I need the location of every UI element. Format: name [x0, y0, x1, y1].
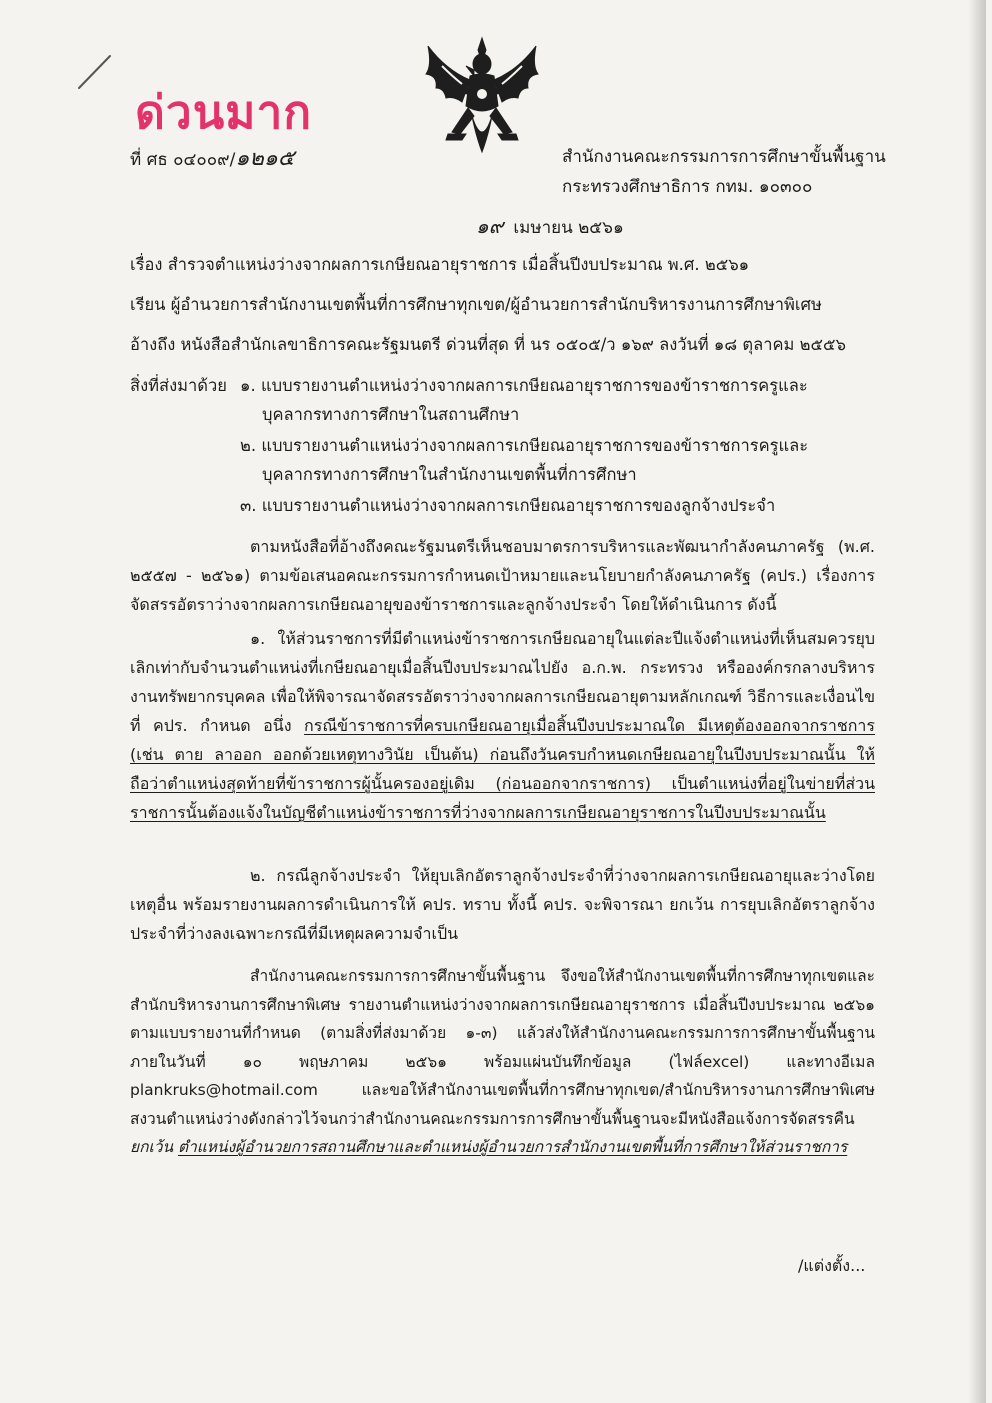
enclosure-item-2: ๒. แบบรายงานตำแหน่งว่างจากผลการเกษียณอายุราชการของข้าราชการครูและ [240, 436, 809, 455]
body-paragraph-3 [130, 861, 875, 948]
urgency-stamp: ด่วนมาก [135, 85, 313, 139]
page-edge-shadow [968, 0, 986, 1403]
pen-stroke-mark [76, 52, 116, 92]
body-paragraph-1 [130, 532, 875, 619]
office-address: กระทรวงศึกษาธิการ กทม. ๑๐๓๐๐ [562, 177, 813, 197]
paragraph-4-italic-underlined-text: ตำแหน่งผู้อำนวยการสถานศึกษาและตำแหน่งผู้อำนวยการสำนักงานเขตพื้นที่การศึกษาให้ส่วนราชการ [178, 1138, 848, 1156]
body-paragraph-2 [130, 624, 875, 827]
body-paragraph-4 [130, 962, 875, 1162]
enclosure-item-2-cont: บุคลากรทางการศึกษาในสำนักงานเขตพื้นที่การศึกษา [262, 465, 637, 484]
issuing-office [562, 142, 886, 202]
enclosure-item-1-cont: บุคลากรทางการศึกษาในสถานศึกษา [262, 405, 520, 424]
paragraph-4-italic-text: ยกเว้น [130, 1138, 174, 1156]
enclosure-item-3: ๓. แบบรายงานตำแหน่งว่างจากผลการเกษียณอายุราชการของลูกจ้างประจำ [240, 496, 776, 515]
office-name: สำนักงานคณะกรรมการการศึกษาขั้นพื้นฐาน [562, 147, 886, 167]
continuation-marker: /แต่งตั้ง... [798, 1256, 866, 1275]
garuda-emblem-icon [422, 36, 542, 154]
document-date [476, 210, 624, 242]
ref-number-handwritten: ๑๒๑๕ [235, 146, 295, 171]
date-month-year: เมษายน ๒๕๖๑ [513, 218, 624, 238]
paragraph-3-text: ๒. กรณีลูกจ้างประจำ ให้ยุบเลิกอัตราลูกจ้างประจำที่ว่างจากผลการเกษียณอายุและว่างโดยเหตุอื่น พร้อมรายงานผลการดำเนินการให้ คปร. ทราบ ทั้งนี้ คปร. จะพิจารณา ยกเว้น การยุบเลิกอัตราลูกจ้างประจำที่ว่างลงเฉพาะกรณีที่มีเหตุผลความจำเป็น [130, 866, 875, 943]
date-day-handwritten: ๑๙ [476, 214, 504, 238]
enclosure-item-1: ๑. แบบรายงานตำแหน่งว่างจากผลการเกษียณอายุราชการของข้าราชการครูและ [240, 376, 808, 395]
enclosures-label: สิ่งที่ส่งมาด้วย [130, 376, 227, 395]
subject-line: เรื่อง สำรวจตำแหน่งว่างจากผลการเกษียณอายุราชการ เมื่อสิ้นปีงบประมาณ พ.ศ. ๒๕๖๑ [130, 255, 750, 274]
document-reference-number [130, 140, 294, 175]
recipient-line: เรียน ผู้อำนวยการสำนักงานเขตพื้นที่การศึกษาทุกเขต/ผู้อำนวยการสำนักบริหารงานการศึกษาพิเศษ [130, 295, 822, 314]
paragraph-4-text: สำนักงานคณะกรรมการการศึกษาขั้นพื้นฐาน จึงขอให้สำนักงานเขตพื้นที่การศึกษาทุกเขตและสำนักบริหารงานการศึกษาพิเศษ รายงานตำแหน่งว่างจากผลการเกษียณอายุราชการ เมื่อสิ้นปีงบประมาณ ๒๕๖๑ ตามแบบรายงานที่กำหนด (ตามสิ่งที่ส่งมาด้วย ๑-๓) แล้วส่งให้สำนักงานคณะกรรมการการศึกษาขั้นพื้นฐานภายในวันที่ ๑๐ พฤษภาคม ๒๕๖๑ พร้อมแผ่นบันทึกข้อมูล (ไฟล์excel) และทางอีเมล plankruks@hotmail.com และขอให้สำนักงานเขตพื้นที่การศึกษาทุกเขต/สำนักบริหารงานการศึกษาพิเศษ สงวนตำแหน่งว่างดังกล่าวไว้จนกว่าสำนักงานคณะกรรมการการศึกษาขั้นพื้นฐานจะมีหนังสือแจ้งการจัดสรรคืน [130, 967, 875, 1128]
ref-prefix: ที่ ศธ ๐๔๐๐๙/ [130, 150, 236, 170]
reference-line: อ้างถึง หนังสือสำนักเลขาธิการคณะรัฐมนตรี ด่วนที่สุด ที่ นร ๐๕๐๕/ว ๑๖๙ ลงวันที่ ๑๘ ตุลาคม ๒๕๕๖ [130, 335, 846, 354]
paragraph-2-text: ๑. ให้ส่วนราชการที่มีตำแหน่งข้าราชการเกษียณอายุในแต่ละปีแจ้งตำแหน่งที่เห็นสมควรยุบเลิกเท่ากับจำนวนตำแหน่งที่เกษียณอายุเมื่อสิ้นปีงบประมาณไปยัง อ.ก.พ. กระทรวง หรือองค์กรกลางบริหารงานทรัพยากรบุคคล เพื่อให้พิจารณาจัดสรรอัตราว่างจากผลการเกษียณอายุตามหลักเกณฑ์ วิธีการและเงื่อนไขที่ คปร. กำหนด อนึ่ง [130, 629, 875, 735]
paragraph-2-underlined-text: กรณีข้าราชการที่ครบเกษียณอายุเมื่อสิ้นปีงบประมาณใด มีเหตุต้องออกจากราชการ (เช่น ตาย ลาออก ออกด้วยเหตุทางวินัย เป็นต้น) ก่อนถึงวันครบกำหนดเกษียณอายุในปีงบประมาณนั้น ให้ถือว่าตำแหน่งสุดท้ายที่ข้าราชการผู้นั้นครองอยู่เดิม (ก่อนออกจากราชการ) เป็นตำแหน่งที่อยู่ในข่ายที่ส่วนราชการนั้นต้องแจ้งในบัญชีตำแหน่งข้าราชการที่ว่างจากผลการเกษียณอายุราชการในปีงบประมาณนั้น [130, 716, 875, 822]
paragraph-1-text: ตามหนังสือที่อ้างถึงคณะรัฐมนตรีเห็นชอบมาตรการบริหารและพัฒนากำลังคนภาครัฐ (พ.ศ. ๒๕๕๗ - ๒๕๖๑) ตามข้อเสนอคณะกรรมการกำหนดเป้าหมายและนโยบายกำลังคนภาครัฐ (คปร.) เรื่องการจัดสรรอัตราว่างจากผลการเกษียณอายุของข้าราชการและลูกจ้างประจำ โดยให้ดำเนินการ ดังนี้ [130, 537, 875, 614]
